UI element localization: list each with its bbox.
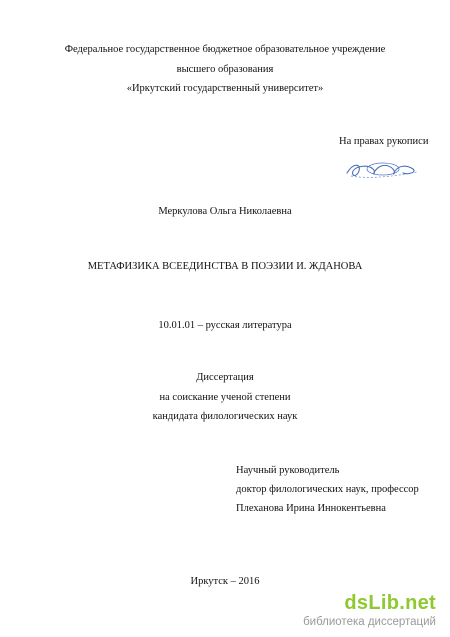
header-line-3: «Иркутский государственный университет»: [126, 83, 324, 94]
watermark: [303, 592, 436, 632]
degree-line-3: кандидата филологических наук: [152, 411, 298, 422]
author-name: Меркулова Ольга Николаевна: [158, 206, 292, 217]
supervisor-line-2: доктор филологических наук, профессор: [236, 484, 419, 495]
supervisor-line-3: Плеханова Ирина Иннокентьевна: [236, 503, 386, 514]
dissertation-title: МЕТАФИЗИКА ВСЕЕДИНСТВА В ПОЭЗИИ И. ЖДАНОВА: [87, 261, 363, 272]
header-line-2: высшего образования: [176, 64, 274, 75]
specialty: 10.01.01 – русская литература: [158, 320, 292, 331]
place-year: Иркутск – 2016: [190, 576, 260, 587]
watermark-brand: dsLib.net: [344, 592, 436, 614]
degree-line-2: на соискание ученой степени: [159, 392, 291, 403]
header-line-1: Федеральное государственное бюджетное образовательное учреждение: [64, 44, 386, 55]
supervisor-line-1: Научный руководитель: [236, 465, 340, 476]
manuscript-note: На правах рукописи: [339, 136, 429, 147]
signature-icon: [343, 157, 421, 183]
watermark-subtitle: библиотека диссертаций: [303, 616, 436, 628]
degree-line-1: Диссертация: [196, 372, 254, 383]
